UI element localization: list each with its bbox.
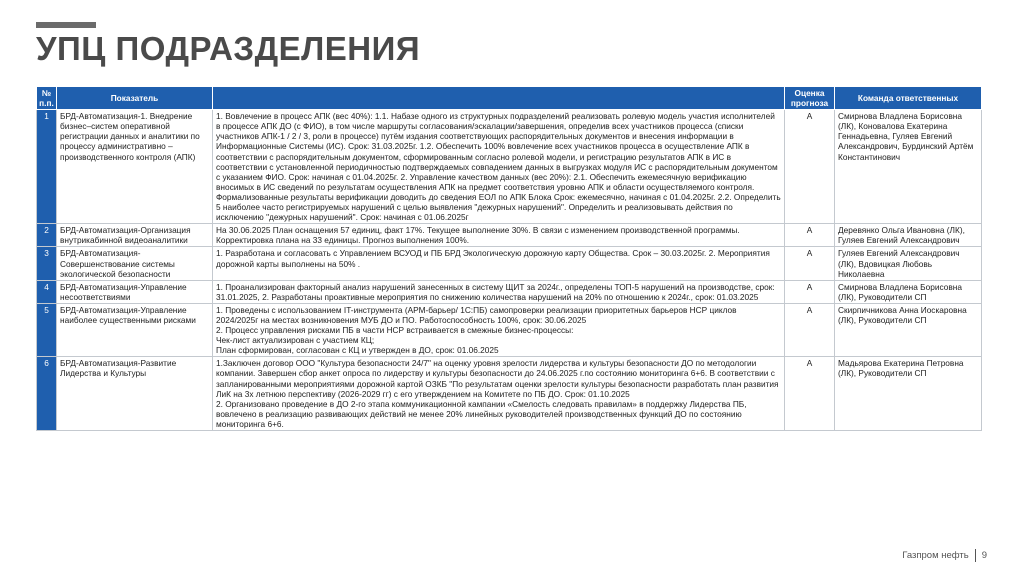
kpi-table [36, 86, 982, 431]
footer-separator [975, 549, 976, 562]
row-description: На 30.06.2025 План оснащения 57 единиц, факт 17%. Текущее выполнение 30%. В связи с изменением производственной программы. Корректировка плана на 33 единицы. Прогноз выполнения 100%. [213, 224, 785, 247]
row-grade: А [785, 224, 835, 247]
footer [902, 549, 987, 562]
row-grade: А [785, 280, 835, 303]
header-team: Команда ответственных [835, 87, 982, 110]
row-description: 1. Разработана и согласовать с Управлением ВСУОД и ПБ БРД Экологическую дорожную карту Общества. Срок – 30.03.2025г. 2. Мероприятия дорожной карты выполнены на 50% . [213, 247, 785, 280]
row-team: Смирнова Владлена Борисовна (ЛК), Коновалова Екатерина Геннадьевна, Гуляев Евгений Александрович, Бурдинский Артём Константинович [835, 110, 982, 224]
row-team: Мадьярова Екатерина Петровна (ЛК), Руководители СП [835, 357, 982, 431]
footer-company: Газпром нефть [902, 550, 969, 562]
row-indicator: БРД-Автоматизация-Управление наиболее существенными рисками [57, 303, 213, 356]
header-grade: Оценка прогноза [785, 87, 835, 110]
row-grade: А [785, 357, 835, 431]
row-num: 1 [37, 110, 57, 224]
row-num: 2 [37, 224, 57, 247]
row-grade: А [785, 110, 835, 224]
table-row [37, 303, 982, 356]
header-description [213, 87, 785, 110]
title-accent-bar [36, 22, 96, 28]
row-team: Деревянко Ольга Ивановна (ЛК), Гуляев Евгений Александрович [835, 224, 982, 247]
row-description: 1.Заключен договор ООО "Культура безопасности 24/7" на оценку уровня зрелости лидерства и культуры безопасности ДО по методологии компании. Завершен сбор анкет опроса по лидерству и культуры безопасности до 24.06.2025 г.по состоянию мониторинга 6+6. В соответствии с запланированными мероприятиями дорожной картой ОЗКБ "По результатам оценки зрелости культуры безопасности разработать план развития ЛиК на 3х летнюю перспективу (2026-2029 гг) с его утверждением на Комитете по ПБ ДО. Срок: 01.10.2025 2. Организовано проведение в ДО 2-го этапа коммуникационной кампании «Смелость следовать правилам» в поддержку Лидерства ПБ, вовлечено в реализацию развивающих действий не менее 20% линейных руководителей производственных функций ДО по состоянию мониторинга 6+6. [213, 357, 785, 431]
row-num: 5 [37, 303, 57, 356]
header-num: № п.п. [37, 87, 57, 110]
row-indicator: БРД-Автоматизация-Совершенствование системы экологической безопасности [57, 247, 213, 280]
table-row [37, 280, 982, 303]
row-grade: А [785, 303, 835, 356]
table-row [37, 224, 982, 247]
row-indicator: БРД-Автоматизация-Развитие Лидерства и Культуры [57, 357, 213, 431]
row-indicator: БРД-Автоматизация-Организация внутрикабинной видеоаналитики [57, 224, 213, 247]
row-team: Гуляев Евгений Александрович (ЛК), Вдовицкая Любовь Николаевна [835, 247, 982, 280]
page-number: 9 [981, 550, 987, 562]
table-row [37, 247, 982, 280]
row-team: Смирнова Владлена Борисовна (ЛК), Руководители СП [835, 280, 982, 303]
row-num: 4 [37, 280, 57, 303]
header-indicator: Показатель [57, 87, 213, 110]
row-description: 1. Вовлечение в процесс АПК (вес 40%): 1.1. Набазе одного из структурных подразделений реализовать ролевую модель участия исполнителей в процессе АПК ДО (с ФИО), в том числе маршруты согласования/эскалации/завершения, определив всех участников процесса (списки участников АПК-1 / 2 / 3, роли в процессе) путём издания соответствующих распорядительных документов и внесения информации в Информационные Системы (ИС). Срок: 31.03.2025г. 1.2. Обеспечить 100% вовлечение всех участников процесса в осуществление АПК в соответствии с распорядительным документом, сформированным согласно ролевой модели, и регистрацию результатов АПК в ИС в соответствии с установленной периодичностью подтверждаемых совпадением данных в выгрузках модуля ИС с распорядительным документом с указанием ФИО. Срок: начиная с 01.04.2025г. 2. Управление качеством данных (вес 20%): 2.1. Обеспечить ежемесячную верификацию вносимых в ИС сведений по результатам осуществления АПК на предмет соответствия уровню АПК и области осуществляемого контроля. Формализованные результаты верификации доводить до сведения ЕОЛ по АПК Блока Срок: ежемесячно, начиная с 01.04.2025г. 2.2. Определить 5 наиболее часто регистрируемых нарушений с целью выявления "дежурных нарушений". Определить и реализовывать действия по исключению "дежурных нарушений". Срок: начиная с 01.06.2025г [213, 110, 785, 224]
table-row [37, 110, 982, 224]
table-header-row [37, 87, 982, 110]
table-row [37, 357, 982, 431]
row-indicator: БРД-Автоматизация-Управление несоответствиями [57, 280, 213, 303]
row-description: 1. Проанализирован факторный анализ нарушений занесенных в систему ЩИТ за 2024г., определены ТОП-5 нарушений на производстве, срок: 31.01.2025, 2. Разработаны проактивные мероприятия по снижению количества нарушений на 20% по отношению к 2024г., срок: 01.03.2025 [213, 280, 785, 303]
row-indicator: БРД-Автоматизация-1. Внедрение бизнес–систем оперативной регистрации данных и аналитики по процессу административно – производственного контроля (АПК) [57, 110, 213, 224]
row-team: Скирпичникова Анна Иоскаровна (ЛК), Руководители СП [835, 303, 982, 356]
row-num: 6 [37, 357, 57, 431]
row-description: 1. Проведены с использованием IT-инструмента (АРМ-барьер/ 1С:ПБ) самопроверки реализации приоритетных барьеров НСР циклов 2024/2025г на местах возникновения МУБ ДО и ПО. Работоспособность 100%, срок: 30.06.2025 2. Процесс управления рисками ПБ в части НСР встраивается в смежные бизнес-процессы: Чек-лист актуализирован с участием КЦ; План сформирован, согласован с КЦ и утвержден в ДО, срок: 01.06.2025 [213, 303, 785, 356]
row-num: 3 [37, 247, 57, 280]
page-title: УПЦ ПОДРАЗДЕЛЕНИЯ [36, 30, 421, 67]
row-grade: А [785, 247, 835, 280]
